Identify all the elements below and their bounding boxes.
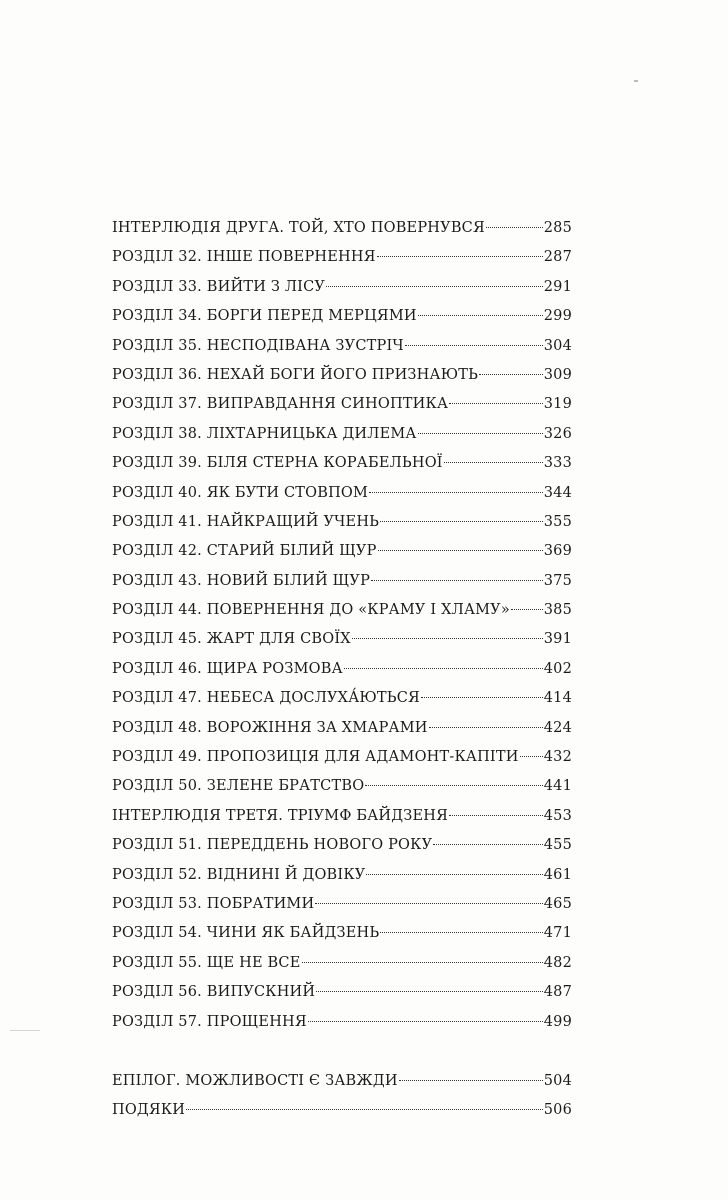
toc-entry-title: РОЗДІЛ 38. ЛІХТАРНИЦЬКА ДИЛЕМА (112, 425, 417, 442)
toc-entry (112, 808, 572, 837)
toc-entry-page: 504 (543, 1072, 572, 1089)
toc-back-list (112, 1073, 572, 1132)
toc-entry-title: РОЗДІЛ 50. ЗЕЛЕНЕ БРАТСТВО (112, 778, 365, 795)
dot-leader (371, 580, 543, 581)
toc-entry-page: 285 (543, 220, 572, 236)
dot-leader (486, 227, 543, 228)
dot-leader (433, 844, 542, 845)
toc-entry-page: 453 (543, 807, 572, 824)
toc-entry-title: РОЗДІЛ 45. ЖАРТ ДЛЯ СВОЇХ (112, 631, 351, 648)
toc-entry-page: 304 (543, 337, 572, 354)
toc-entry-title: РОЗДІЛ 44. ПОВЕРНЕННЯ ДО «КРАМУ І ХЛАМУ» (112, 602, 510, 619)
dot-leader (449, 815, 543, 816)
toc-entry (112, 896, 572, 925)
dot-leader (186, 1109, 543, 1110)
dot-leader (380, 521, 543, 522)
toc-entry (112, 690, 572, 719)
dot-leader (369, 492, 543, 493)
toc-entry (112, 543, 572, 572)
dot-leader (326, 286, 543, 287)
toc-entry (112, 367, 572, 396)
toc-entry (112, 661, 572, 690)
toc-entry (112, 867, 572, 896)
toc-entry-title: РОЗДІЛ 57. ПРОЩЕННЯ (112, 1013, 307, 1030)
toc-entry (112, 1102, 572, 1131)
dot-leader (302, 962, 543, 963)
dot-leader (418, 315, 543, 316)
toc-entry-page: 432 (543, 749, 572, 766)
toc-entry (112, 602, 572, 631)
toc-entry-page: 309 (543, 366, 572, 383)
toc-entry-page: 487 (543, 984, 572, 1001)
toc-entry-page: 506 (543, 1102, 572, 1119)
toc-entry (112, 426, 572, 455)
toc-entry-title: РОЗДІЛ 37. ВИПРАВДАННЯ СИНОПТИКА (112, 396, 449, 413)
toc-entry-page: 375 (543, 572, 572, 589)
dot-leader (316, 991, 542, 992)
toc-main-list (112, 220, 572, 1043)
dot-leader (308, 1021, 543, 1022)
toc-entry-page: 471 (543, 925, 572, 942)
toc-entry (112, 778, 572, 807)
table-of-contents (112, 220, 572, 1132)
toc-entry-title: РОЗДІЛ 49. ПРОПОЗИЦІЯ ДЛЯ АДАМОНТ-КАПІТИ (112, 749, 519, 766)
dot-leader (405, 345, 543, 346)
toc-entry-page: 344 (543, 484, 572, 501)
toc-entry-title: РОЗДІЛ 54. ЧИНИ ЯК БАЙДЗЕНЬ (112, 925, 380, 942)
toc-entry (112, 308, 572, 337)
dot-leader (429, 727, 543, 728)
toc-entry-page: 391 (543, 631, 572, 648)
toc-gap (112, 1043, 572, 1073)
dot-leader (421, 697, 543, 698)
dot-leader (365, 785, 542, 786)
toc-entry-page: 455 (543, 837, 572, 854)
toc-entry-page: 319 (543, 396, 572, 413)
toc-entry-page: 355 (543, 513, 572, 530)
toc-entry (112, 925, 572, 954)
toc-entry (112, 485, 572, 514)
toc-entry-title: РОЗДІЛ 36. НЕХАЙ БОГИ ЙОГО ПРИЗНАЮТЬ (112, 366, 479, 383)
toc-entry-page: 369 (543, 543, 572, 560)
toc-entry (112, 631, 572, 660)
toc-entry-title: ІНТЕРЛЮДІЯ ДРУГА. ТОЙ, ХТО ПОВЕРНУВСЯ (112, 220, 485, 236)
toc-entry-page: 499 (543, 1013, 572, 1030)
toc-entry-title: РОЗДІЛ 39. БІЛЯ СТЕРНА КОРАБЕЛЬНОЇ (112, 455, 443, 472)
toc-entry-title: РОЗДІЛ 32. ІНШЕ ПОВЕРНЕННЯ (112, 249, 376, 266)
dot-leader (479, 374, 543, 375)
dot-leader (352, 638, 543, 639)
dot-leader (511, 609, 543, 610)
toc-entry-page: 461 (543, 866, 572, 883)
toc-entry-title: РОЗДІЛ 41. НАЙКРАЩИЙ УЧЕНЬ (112, 513, 380, 530)
toc-entry-page: 291 (543, 278, 572, 295)
dot-leader (366, 874, 542, 875)
toc-entry-page: 465 (543, 895, 572, 912)
toc-entry-title: РОЗДІЛ 53. ПОБРАТИМИ (112, 895, 315, 912)
toc-entry (112, 720, 572, 749)
dot-leader (399, 1080, 543, 1081)
toc-entry-title: РОЗДІЛ 35. НЕСПОДІВАНА ЗУСТРІЧ (112, 337, 404, 354)
scan-speck (10, 1030, 40, 1031)
toc-entry (112, 573, 572, 602)
dot-leader (444, 462, 543, 463)
toc-entry (112, 955, 572, 984)
toc-entry (112, 220, 572, 249)
toc-entry (112, 1014, 572, 1043)
toc-entry-page: 299 (543, 308, 572, 325)
toc-entry-title: ПОДЯКИ (112, 1102, 186, 1119)
toc-entry-title: РОЗДІЛ 33. ВИЙТИ З ЛІСУ (112, 278, 326, 295)
dot-leader (315, 903, 542, 904)
toc-entry (112, 338, 572, 367)
toc-entry-page: 441 (543, 778, 572, 795)
toc-entry-page: 326 (543, 425, 572, 442)
toc-entry-title: РОЗДІЛ 42. СТАРИЙ БІЛИЙ ЩУР (112, 543, 377, 560)
dot-leader (418, 433, 543, 434)
toc-entry (112, 455, 572, 484)
toc-entry-title: РОЗДІЛ 34. БОРГИ ПЕРЕД МЕРЦЯМИ (112, 308, 417, 325)
toc-entry-title: РОЗДІЛ 47. НЕБЕСА ДОСЛУХА́ЮТЬСЯ (112, 690, 420, 707)
toc-entry-page: 414 (543, 690, 572, 707)
toc-entry (112, 279, 572, 308)
dot-leader (380, 932, 542, 933)
toc-entry-page: 482 (543, 954, 572, 971)
dot-leader (378, 550, 543, 551)
toc-entry-title: РОЗДІЛ 55. ЩЕ НЕ ВСЕ (112, 954, 301, 971)
dot-leader (377, 256, 543, 257)
toc-entry-title: РОЗДІЛ 52. ВІДНИНІ Й ДОВІКУ (112, 866, 366, 883)
toc-entry-page: 402 (543, 660, 572, 677)
toc-entry-page: 424 (543, 719, 572, 736)
toc-entry-page: 333 (543, 455, 572, 472)
toc-entry-title: РОЗДІЛ 40. ЯК БУТИ СТОВПОМ (112, 484, 369, 501)
toc-entry-title: РОЗДІЛ 46. ЩИРА РОЗМОВА (112, 660, 343, 677)
toc-entry (112, 514, 572, 543)
toc-entry-title: РОЗДІЛ 43. НОВИЙ БІЛИЙ ЩУР (112, 572, 371, 589)
toc-entry-page: 287 (543, 249, 572, 266)
toc-entry-title: ІНТЕРЛЮДІЯ ТРЕТЯ. ТРІУМФ БАЙДЗЕНЯ (112, 807, 449, 824)
toc-entry (112, 1073, 572, 1102)
toc-entry (112, 837, 572, 866)
toc-entry-title: РОЗДІЛ 56. ВИПУСКНИЙ (112, 984, 316, 1001)
dot-leader (520, 756, 543, 757)
toc-entry-page: 385 (543, 602, 572, 619)
scan-speck (634, 80, 638, 82)
toc-entry (112, 249, 572, 278)
toc-entry (112, 396, 572, 425)
toc-entry (112, 749, 572, 778)
toc-entry-title: ЕПІЛОГ. МОЖЛИВОСТІ Є ЗАВЖДИ (112, 1072, 398, 1089)
toc-entry-title: РОЗДІЛ 48. ВОРОЖІННЯ ЗА ХМАРАМИ (112, 719, 428, 736)
dot-leader (449, 403, 543, 404)
dot-leader (344, 668, 543, 669)
toc-entry-title: РОЗДІЛ 51. ПЕРЕДДЕНЬ НОВОГО РОКУ (112, 837, 433, 854)
toc-entry (112, 984, 572, 1013)
